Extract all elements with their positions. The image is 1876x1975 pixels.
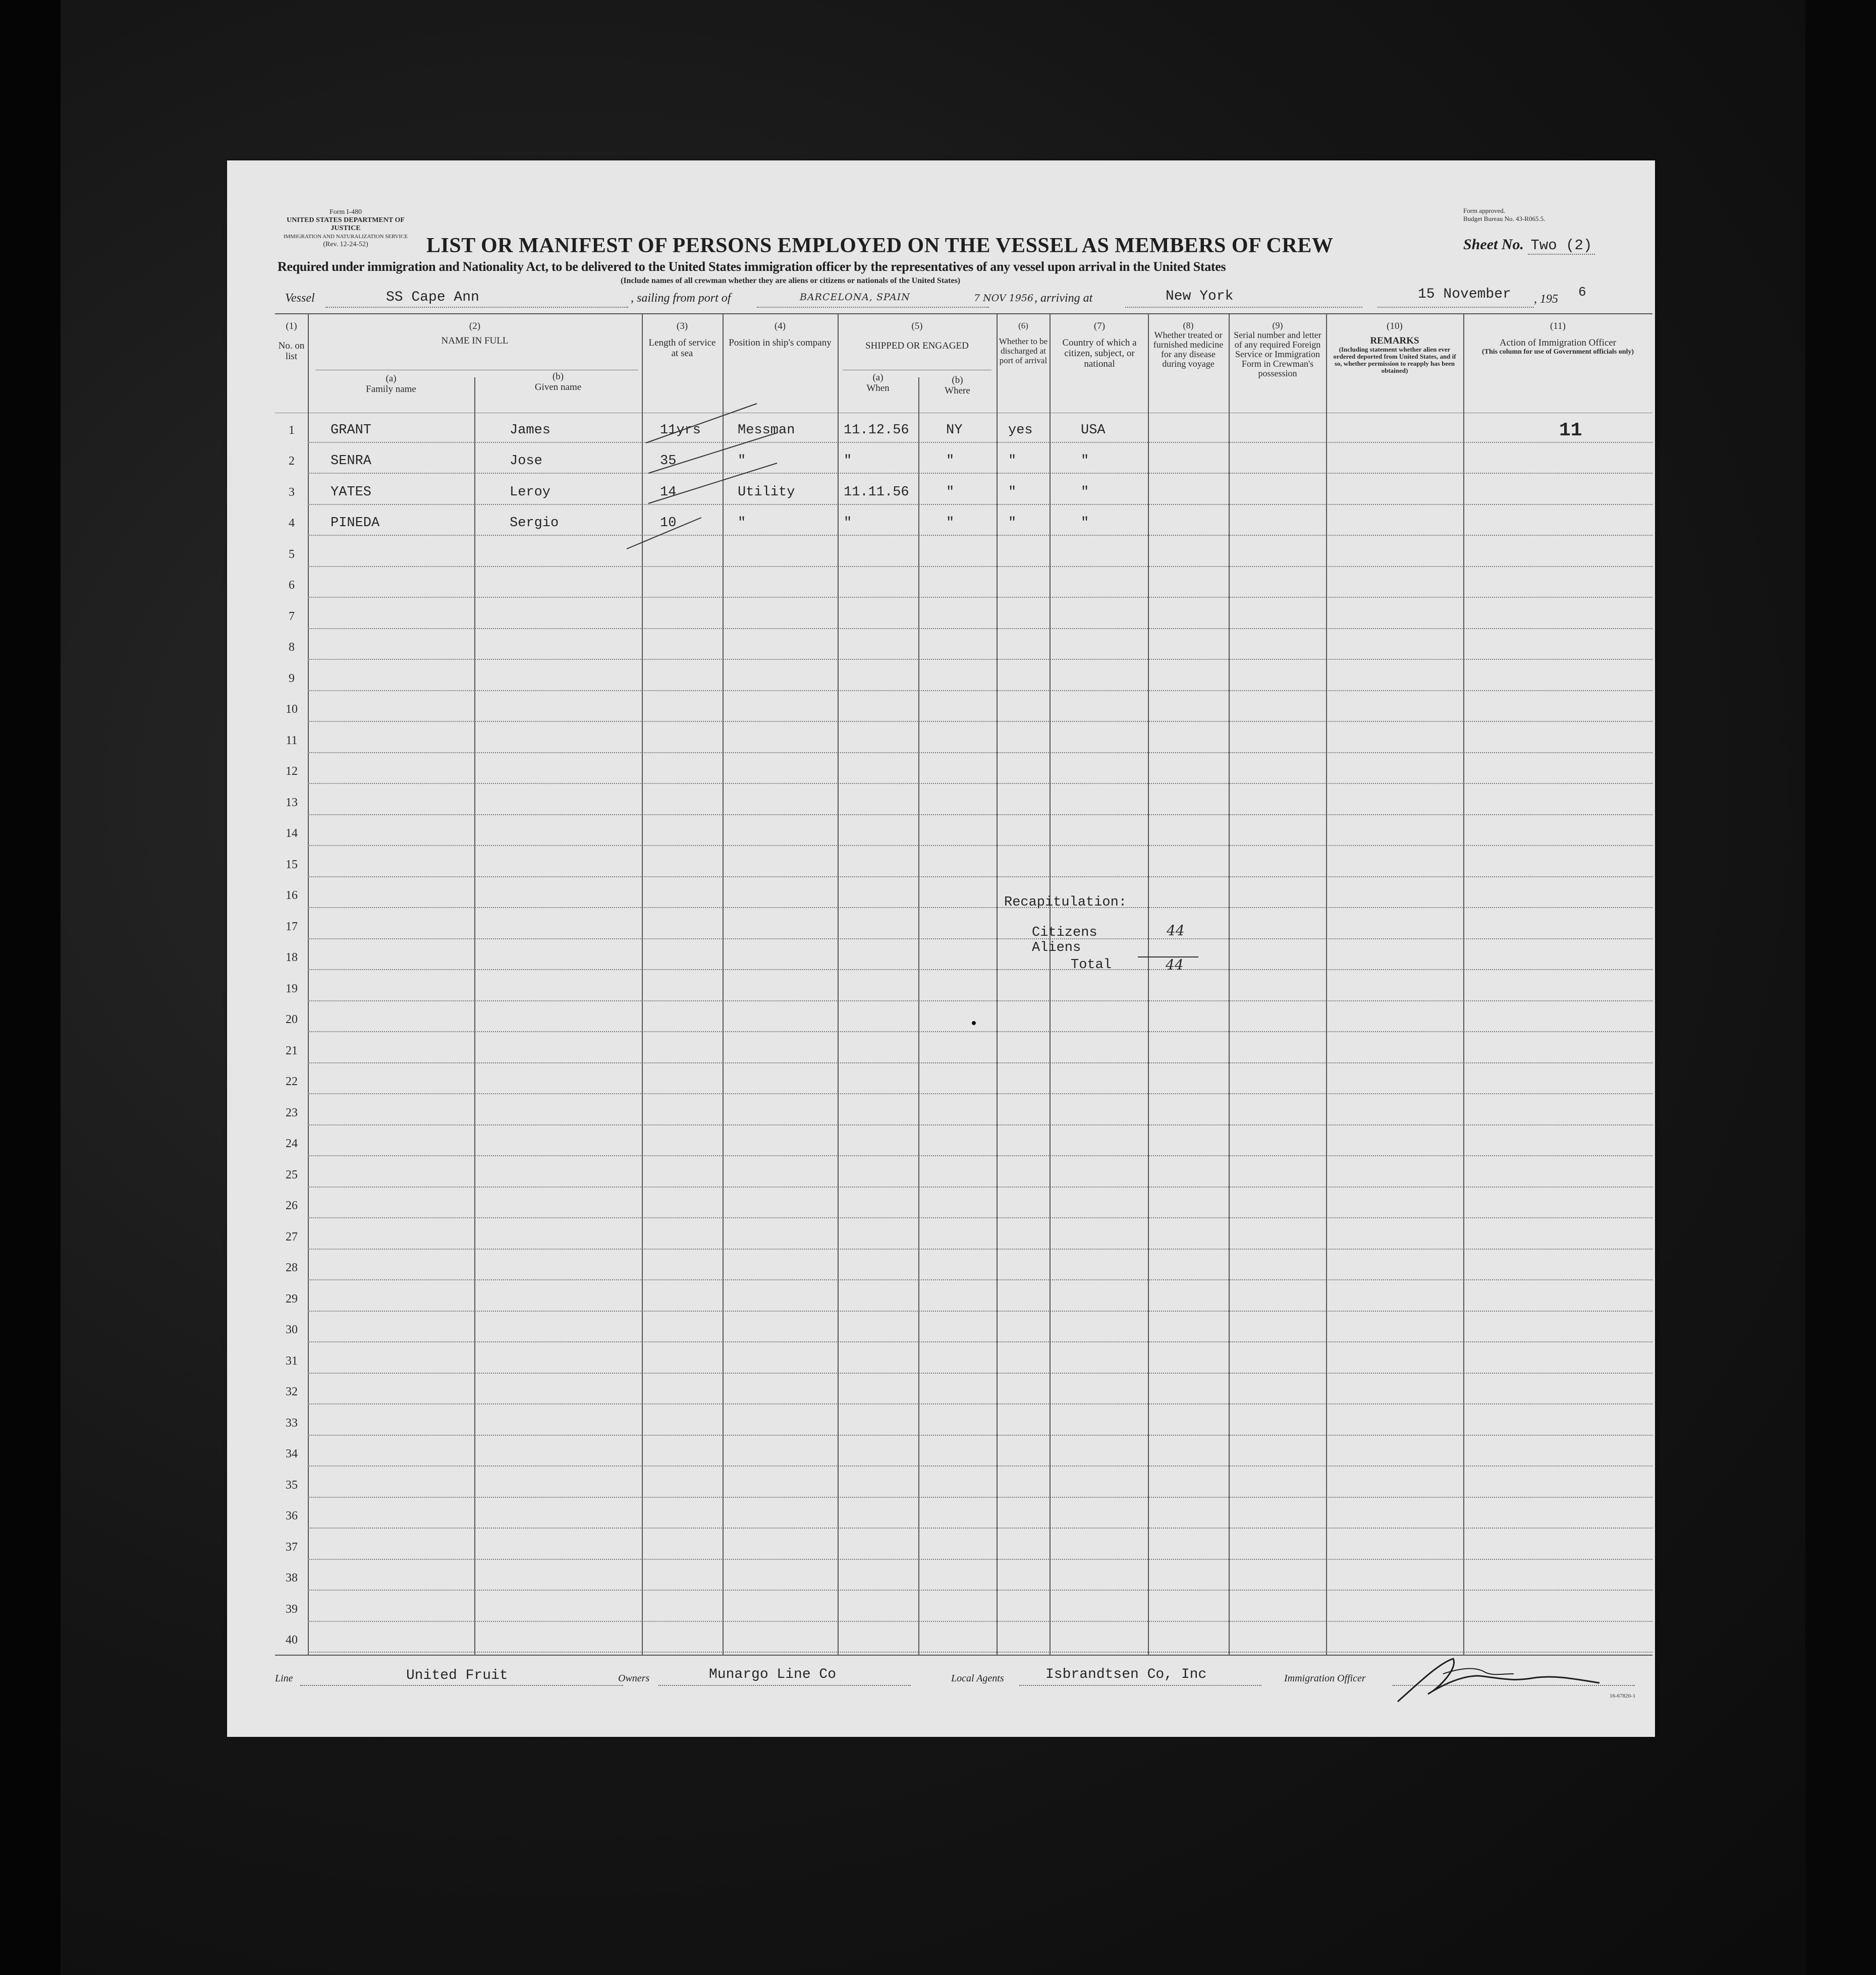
row-number: 11 — [286, 733, 298, 747]
row-number: 14 — [286, 827, 298, 840]
col-serial-label: Serial number and letter of any required Foreign Service or Immigration Form in Crewman's possession — [1234, 330, 1321, 378]
row-number: 1 — [289, 423, 295, 437]
form-title: LIST OR MANIFEST OF PERSONS EMPLOYED ON THE VESSEL AS MEMBERS OF CREW — [426, 234, 1334, 257]
crew-shipped-when: 11.12.56 — [844, 422, 909, 438]
col-remarks-note: (Including statement whether alien ever ordered deported from United States, and if so, whether permission to reapply has been obtained) — [1333, 346, 1456, 374]
row-number: 3 — [289, 485, 295, 499]
col-remarks-label: REMARKS — [1370, 335, 1419, 346]
row-number: 21 — [286, 1044, 298, 1057]
crew-service-length: 11yrs — [660, 422, 701, 438]
crew-immigration-action: 11 — [1559, 419, 1582, 441]
row-number: 16 — [286, 889, 298, 902]
form-subtitle: Required under immigration and Nationality Act, to be delivered to the United States immigration officer by the representatives of any vessel upon arrival in the United States — [278, 259, 1226, 274]
row-number: 35 — [286, 1478, 298, 1492]
crew-given-name: Leroy — [510, 484, 551, 500]
col-no-number: (1) — [286, 321, 297, 331]
departure-port: BARCELONA, SPAIN — [800, 292, 910, 303]
col-service-label: Length of service at sea — [648, 337, 716, 359]
officer-signature — [1383, 1654, 1615, 1709]
row-number: 27 — [286, 1230, 298, 1244]
row-number: 32 — [286, 1385, 298, 1398]
pencil-stroke-3 — [648, 463, 777, 503]
crew-position: Messman — [738, 422, 795, 438]
crew-position: Utility — [738, 484, 795, 500]
recap-citizens-value: 44 — [1167, 922, 1185, 939]
crew-shipped-where: " — [946, 516, 955, 531]
footer-line-value: United Fruit — [406, 1668, 508, 1683]
year-prefix: , 195 — [1534, 293, 1558, 306]
col-name-label: NAME IN FULL — [441, 335, 509, 346]
col-medicine-number: (8) — [1183, 320, 1194, 330]
row-number: 22 — [286, 1075, 298, 1088]
service-name: IMMIGRATION AND NATURALIZATION SERVICE — [283, 234, 408, 240]
manifest-sheet — [227, 160, 1655, 1737]
row-number: 5 — [289, 547, 295, 561]
row-number: 8 — [289, 641, 295, 654]
ink-spot — [972, 1021, 976, 1025]
col-where-label: Where — [945, 385, 970, 396]
footer-officer-label: Immigration Officer — [1284, 1673, 1366, 1684]
crew-family-name: GRANT — [330, 422, 372, 438]
arriving-label: , arriving at — [1034, 292, 1093, 305]
crew-position: " — [738, 516, 746, 531]
crew-shipped-where: " — [946, 454, 955, 469]
crew-family-name: PINEDA — [330, 516, 380, 531]
row-number: 20 — [286, 1013, 298, 1026]
row-number: 36 — [286, 1509, 298, 1522]
crew-given-name: James — [510, 422, 551, 438]
form-revision: (Rev. 12-24-52) — [323, 241, 368, 248]
footer-agents-underline — [1019, 1685, 1261, 1686]
footer-owners-value: Munargo Line Co — [709, 1667, 837, 1682]
budget-bureau-text: Budget Bureau No. 43-R065.5. — [1463, 215, 1546, 222]
form-subnote: (Include names of all crewman whether they are aliens or citizens or nationals of the United States) — [621, 276, 961, 285]
row-number: 25 — [286, 1168, 298, 1181]
col-action-note: (This column for use of Government officials only) — [1481, 348, 1634, 356]
col-position-number: (4) — [774, 321, 786, 331]
sail-date: 7 NOV 1956 — [974, 293, 1034, 304]
row-number: 28 — [286, 1261, 298, 1274]
row-number: 6 — [289, 579, 295, 592]
col-where-number: (b) — [952, 375, 963, 385]
crew-service-length: 35 — [660, 454, 677, 469]
col-country-number: (7) — [1093, 321, 1106, 331]
crew-given-name: Jose — [510, 454, 542, 469]
col-position-label: Position in ship's company — [729, 337, 832, 348]
vessel-label: Vessel — [285, 292, 315, 305]
recap-aliens-label: Aliens — [1032, 940, 1081, 955]
recap-citizens-label: Citizens — [1032, 925, 1097, 940]
col-discharge-label: Whether to be discharged at port of arrival — [999, 336, 1048, 365]
approval-text: Form approved. — [1463, 207, 1506, 214]
scan-left-edge — [0, 0, 61, 1975]
recap-total-value: 44 — [1166, 956, 1184, 973]
row-number: 2 — [289, 455, 295, 468]
row-number: 40 — [286, 1633, 298, 1647]
col-family-label: Family name — [366, 384, 416, 394]
row-number: 4 — [289, 517, 295, 530]
crew-discharge: yes — [1008, 422, 1033, 438]
row-number: 19 — [286, 982, 298, 995]
row-number: 33 — [286, 1416, 298, 1430]
col-name-number: (2) — [469, 321, 481, 331]
col-remarks-number: (10) — [1387, 321, 1403, 331]
crew-country: " — [1081, 516, 1089, 531]
footer-agents-value: Isbrandtsen Co, Inc — [1045, 1667, 1207, 1682]
col-shipped-number: (5) — [911, 321, 923, 331]
crew-shipped-when: " — [844, 516, 852, 531]
footer-owners-label: Owners — [618, 1673, 650, 1684]
col-service-number: (3) — [676, 321, 688, 331]
footer-code: 16-67820-1 — [1610, 1693, 1636, 1699]
row-number: 13 — [286, 796, 298, 809]
row-number: 29 — [286, 1292, 298, 1306]
col-serial-number: (9) — [1272, 320, 1283, 330]
col-family-number: (a) — [385, 373, 397, 384]
row-number: 30 — [286, 1323, 298, 1336]
col-action-number: (11) — [1550, 321, 1566, 331]
row-number: 24 — [286, 1137, 298, 1150]
col-shipped-label: SHIPPED OR ENGAGED — [865, 341, 969, 351]
row-number: 9 — [289, 671, 295, 685]
col-when-number: (a) — [872, 372, 884, 383]
row-number: 17 — [286, 920, 298, 933]
footer-line-label: Line — [275, 1673, 293, 1684]
crew-family-name: SENRA — [330, 454, 372, 469]
crew-shipped-where: NY — [946, 422, 963, 438]
crew-discharge: " — [1008, 516, 1017, 531]
pencil-stroke-2 — [648, 433, 777, 473]
row-number: 38 — [286, 1571, 298, 1585]
col-discharge-number: (6) — [1018, 321, 1028, 330]
crew-given-name: Sergio — [510, 516, 559, 531]
crew-country: " — [1081, 484, 1089, 500]
col-country-label: Country of which a citizen, subject, or national — [1062, 337, 1137, 369]
recap-heading: Recapitulation: — [1004, 895, 1127, 910]
crew-country: " — [1081, 454, 1089, 469]
col-given-label: Given name — [534, 382, 582, 392]
form-number: Form I-480 — [329, 208, 362, 216]
crew-family-name: YATES — [330, 484, 372, 500]
recap-total-label: Total — [1071, 957, 1112, 973]
crew-service-length: 14 — [660, 484, 677, 500]
row-number: 7 — [289, 609, 295, 623]
row-number: 12 — [286, 765, 298, 778]
pencil-stroke-1 — [646, 404, 757, 443]
arrival-port: New York — [1166, 289, 1234, 304]
sailing-label: , sailing from port of — [631, 292, 731, 305]
crew-service-length: 10 — [660, 516, 677, 531]
row-number: 15 — [286, 858, 298, 871]
row-number: 18 — [286, 951, 298, 964]
crew-discharge: " — [1008, 454, 1017, 469]
col-no-label: No. on list — [278, 341, 305, 362]
sheet-value: Two (2) — [1528, 237, 1595, 255]
row-number: 34 — [286, 1447, 298, 1460]
row-number: 37 — [286, 1540, 298, 1554]
row-number: 31 — [286, 1354, 298, 1368]
footer-agents-label: Local Agents — [951, 1673, 1004, 1684]
row-number: 23 — [286, 1106, 298, 1119]
pencil-marks — [227, 160, 1655, 1737]
crew-shipped-where: " — [946, 484, 955, 500]
crew-shipped-when: " — [844, 454, 852, 469]
col-action-label: Action of Immigration Officer — [1499, 337, 1617, 348]
crew-discharge: " — [1008, 484, 1017, 500]
scan-right-edge — [1805, 0, 1876, 1975]
sheet-label: Sheet No. — [1463, 236, 1524, 253]
row-number: 26 — [286, 1199, 298, 1212]
row-number: 10 — [286, 703, 298, 716]
footer-line-underline — [300, 1685, 623, 1686]
crew-position: " — [738, 454, 746, 469]
col-medicine-label: Whether treated or furnished medicine for any disease during voyage — [1153, 330, 1224, 369]
col-given-number: (b) — [552, 371, 564, 382]
department-name: UNITED STATES DEPARTMENT OF JUSTICE — [287, 216, 405, 232]
crew-country: USA — [1081, 422, 1106, 438]
col-when-label: When — [866, 383, 890, 393]
year-digit: 6 — [1578, 285, 1586, 300]
footer-owners-underline — [658, 1685, 911, 1686]
vessel-name: SS Cape Ann — [386, 290, 479, 305]
pencil-stroke-4 — [627, 518, 701, 549]
arrival-date: 15 November — [1418, 287, 1511, 302]
row-number: 39 — [286, 1602, 298, 1616]
crew-shipped-when: 11.11.56 — [844, 484, 909, 500]
